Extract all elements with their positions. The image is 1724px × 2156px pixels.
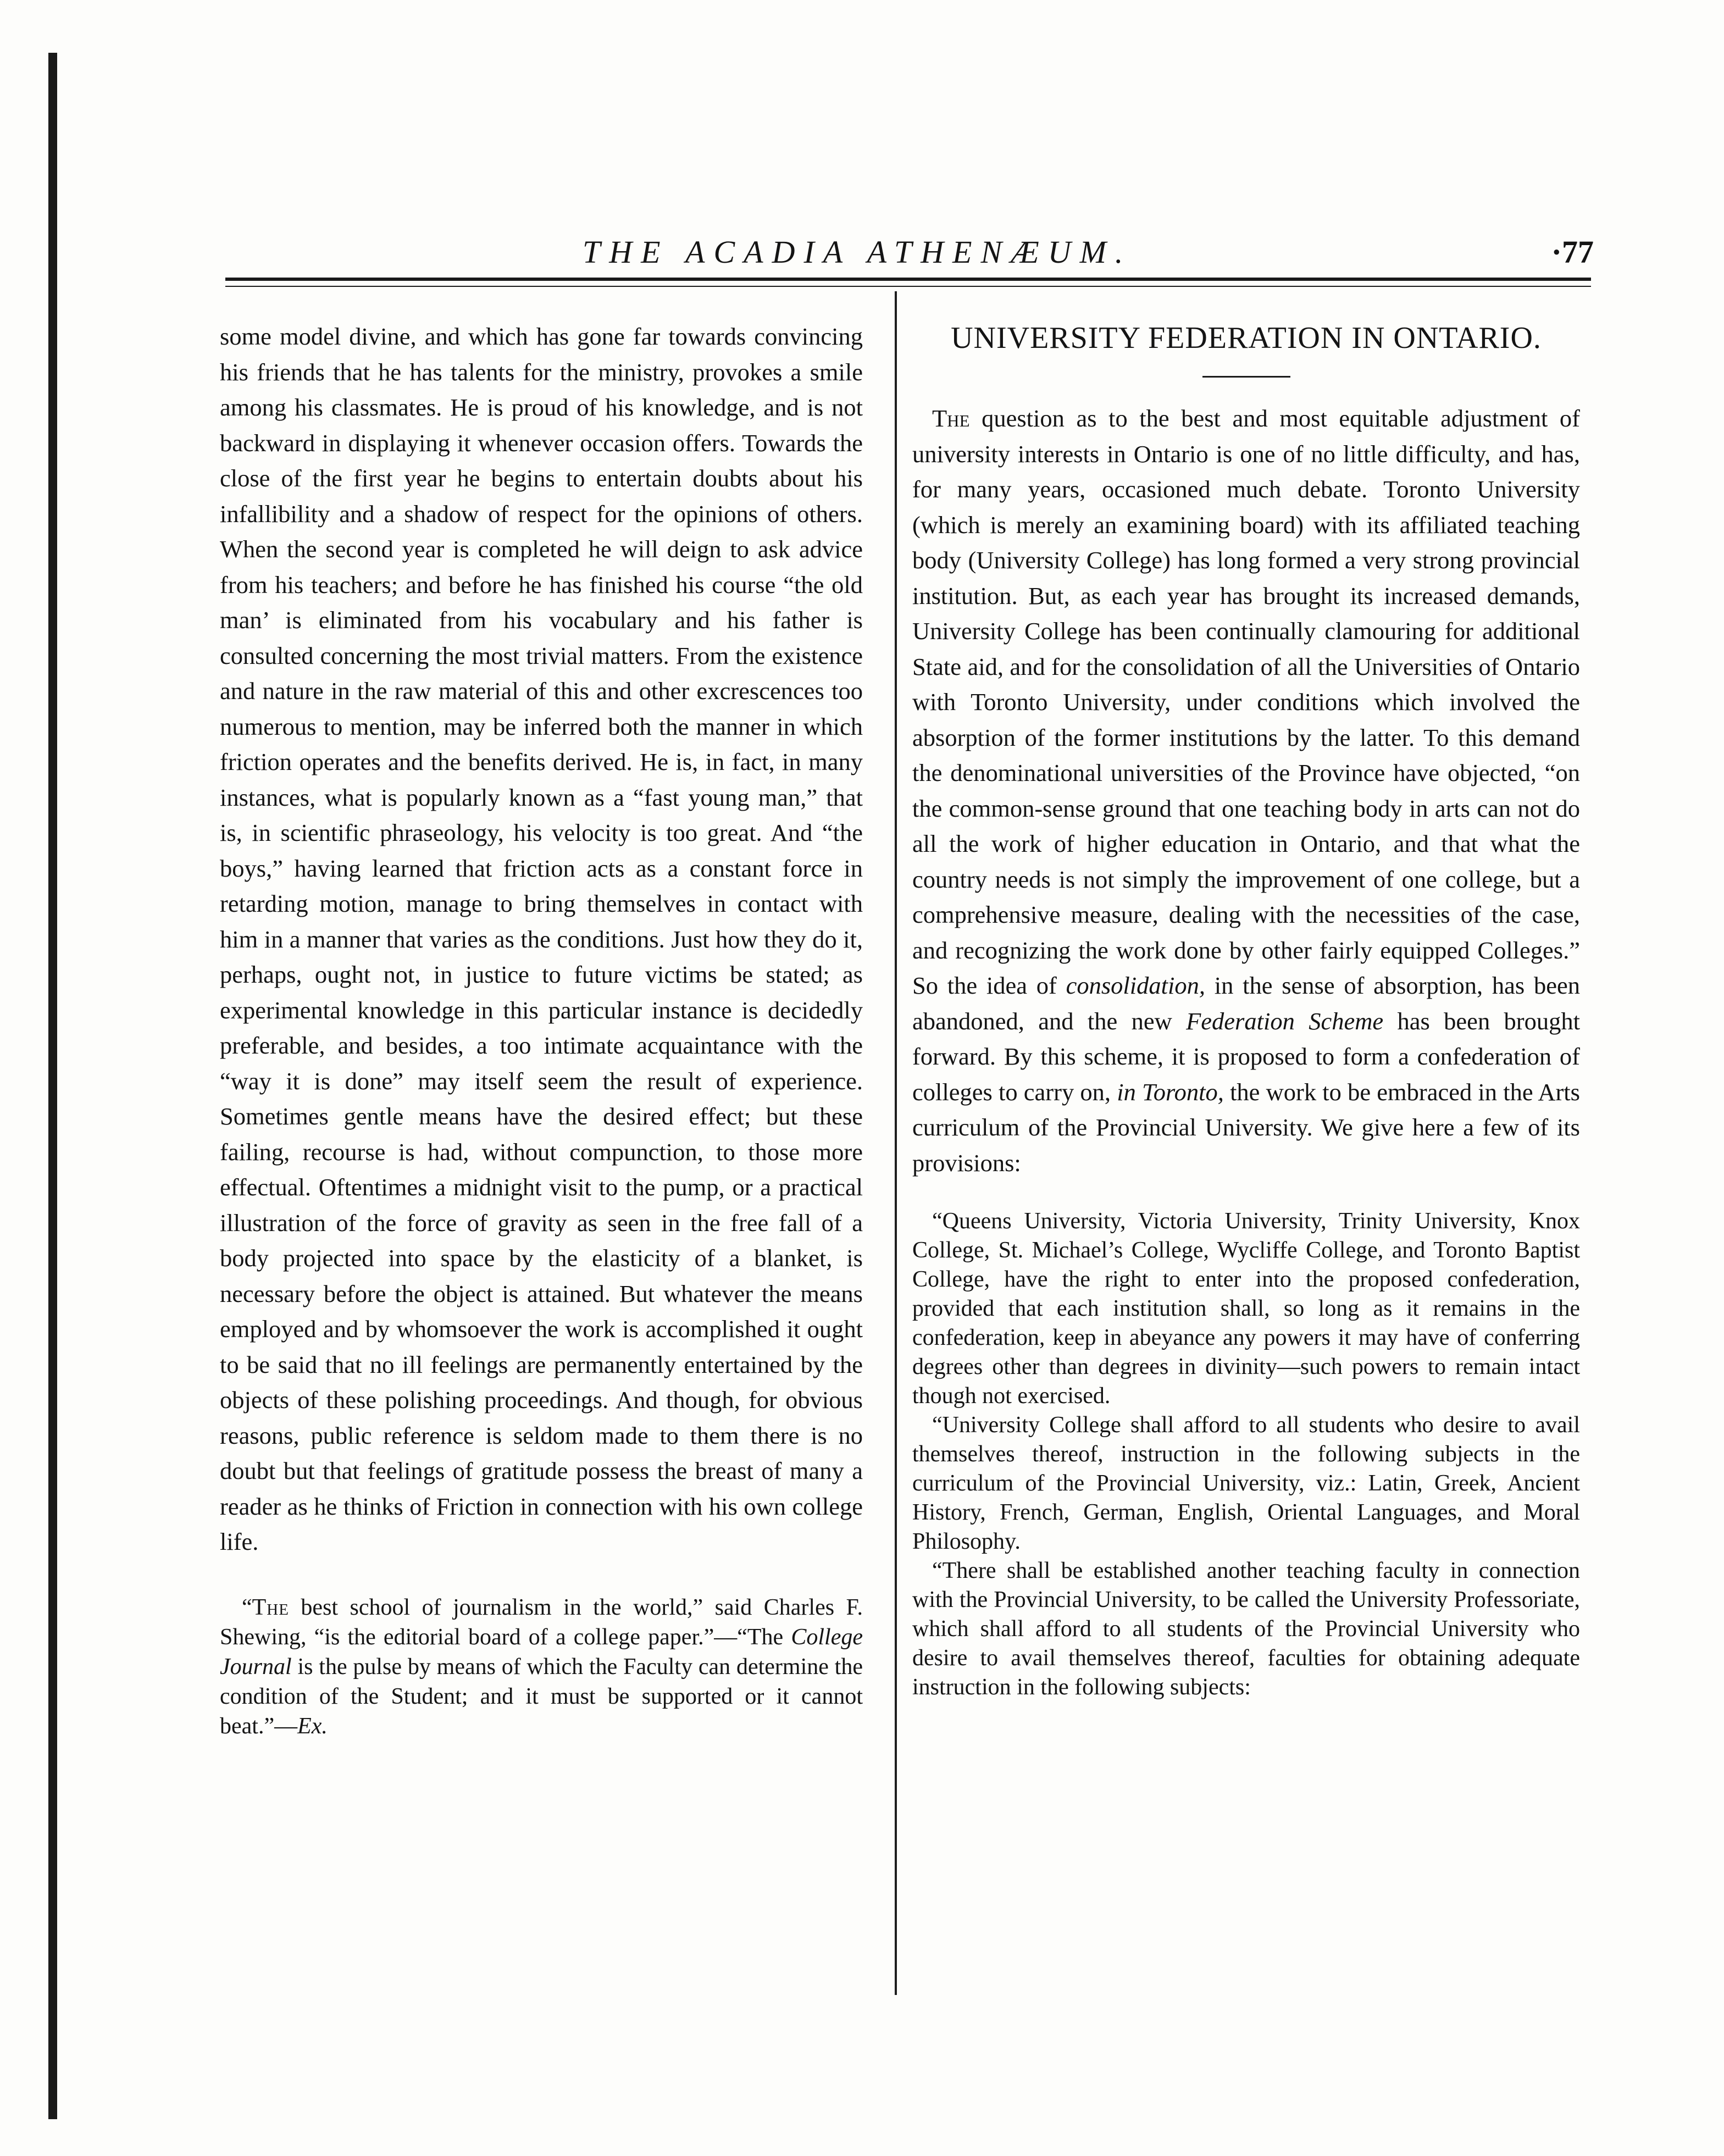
header-rule-thick <box>225 278 1591 281</box>
federation-intro-italic-scheme: Federation Scheme <box>1186 1007 1384 1035</box>
journalism-note-title: College Journal <box>220 1624 863 1680</box>
left-column <box>220 319 863 1764</box>
journalism-note-dropcap: The <box>252 1594 289 1620</box>
journalism-note <box>220 1593 863 1741</box>
page-number: ·77 <box>1551 234 1594 270</box>
federation-intro-text-4: the work to be embraced in the Arts curriculum of the Provincial University. We give here a few of its provisions: <box>912 1078 1580 1177</box>
provision-quote-2: “University College shall afford to all students who desire to avail themselves thereof, instruction in the following subjects in the curriculum of the Provincial University, viz.: Latin, Greek, Ancient History, French, German, English, Oriental Languages, and Moral Philosophy. <box>912 1412 1580 1554</box>
header-rule-thin <box>225 286 1591 287</box>
federation-intro <box>912 401 1580 1180</box>
provision-quote-1: “Queens University, Victoria University, Trinity University, Knox College, St. Michael’s College, Wycliffe College, and Toronto Baptist College, have the right to enter into the proposed confederation, provided that each institution shall, so long as it remains in the confederation, keep in abeyance any powers it may have of conferring degrees other than degrees in divinity—such powers to remain intact though not exercised. <box>912 1209 1580 1409</box>
federation-intro-dropcap: The <box>932 404 970 432</box>
federation-intro-italic-toronto: in Toronto, <box>1117 1078 1224 1106</box>
federation-intro-text-1: question as to the best and most equitable adjustment of university interests in Ontario is one of no little difficulty, and has, for many years, occasioned much debate. Toronto University (which is merely an examining board) with its affiliated teaching body (University College) has long formed a very strong provincial institution. But, as each year has brought its increased demands, University College has been continually clamouring for additional State aid, and for the consolidation of all the Universities of Ontario with Toronto University, under conditions which involved the absorption of the former institutions by the latter. To this demand the denominational universities of the Province have objected, “on the common-sense ground that one teaching body in arts can not do all the work of higher education in Ontario, and that what the country needs is not simply the improvement of one college, but a comprehensive measure, dealing with the necessities of the case, and recognizing the work done by other fairly equipped Colleges.” So the idea of <box>912 404 1580 999</box>
page-binding-edge <box>48 53 57 2119</box>
journalism-note-text-1: best school of journalism in the world,” said Charles F. Shewing, “is the editorial board of a college paper.”—“The <box>220 1594 863 1650</box>
journalism-note-source: Ex. <box>297 1713 328 1739</box>
federation-intro-italic-consolidation: consolidation, <box>1066 972 1205 999</box>
provision-quote-3: “There shall be established another teaching faculty in connection with the Provincial University, to be called the University Professoriate, which shall afford to all students of the Provincial University who desire to avail themselves thereof, faculties for obtaining adequate instruction in the following subjects: <box>912 1558 1580 1700</box>
federation-intro-text-3: has been brought forward. By this scheme, it is proposed to form a confederation of colleges to carry on, <box>912 1007 1580 1106</box>
journalism-note-text-2: is the pulse by means of which the Faculty can determine the condition of the Student; and it must be supported or it cannot beat.”— <box>220 1654 863 1739</box>
friction-essay-continuation: some model divine, and which has gone far towards convincing his friends that he has talents for the ministry, provokes a smile among his classmates. He is proud of his knowledge, and is not backward in displaying it whenever occasion offers. Towards the close of the first year he begins to entertain doubts about his infallibility and a shadow of respect for the opinions of others. When the second year is completed he will deign to ask advice from his teachers; and before he has finished his course “the old man’ is eliminated from his vocabulary and his father is consulted concerning the most trivial matters. From the existence and nature in the raw material of this and other excrescences too numerous to mention, may be inferred both the manner in which friction operates and the benefits derived. He is, in fact, in many instances, what is popularly known as a “fast young man,” that is, in scientific phraseology, his velocity is too great. And “the boys,” having learned that friction acts as a constant force in retarding motion, manage to bring themselves in contact with him in a manner that varies as the conditions. Just how they do it, perhaps, ought not, in justice to future victims be stated; as experimental knowledge in this particular instance is decidedly preferable, and besides, a too intimate acquaintance with the “way it is done” may itself seem the result of experience. Sometimes gentle means have the desired effect; but these failing, recourse is had, without compunction, to those more effectual. Oftentimes a midnight visit to the pump, or a practical illustration of the force of gravity as seen in the free fall of a body projected into space by the elasticity of a blanket, is necessary before the object is attained. But whatever the means employed and by whomsoever the work is accomplished it ought to be said that no ill feelings are permanently entertained by the objects of these polishing proceedings. And though, for obvious reasons, public reference is seldom made to them there is no doubt but that feelings of gratitude possess the breast of many a reader as he thinks of Friction in connection with his own college life. <box>220 323 863 1555</box>
journalism-note-open-quote: “ <box>242 1594 252 1620</box>
section-title-rule <box>1202 376 1290 378</box>
page-header <box>220 234 1594 278</box>
column-divider <box>895 291 897 1995</box>
running-title: THE ACADIA ATHENÆUM. <box>583 234 1132 270</box>
right-column <box>912 319 1580 1702</box>
section-title: UNIVERSITY FEDERATION IN ONTARIO. <box>951 321 1542 355</box>
federation-intro-text-2: in the sense of absorption, has been abandoned, and the new <box>912 972 1580 1035</box>
